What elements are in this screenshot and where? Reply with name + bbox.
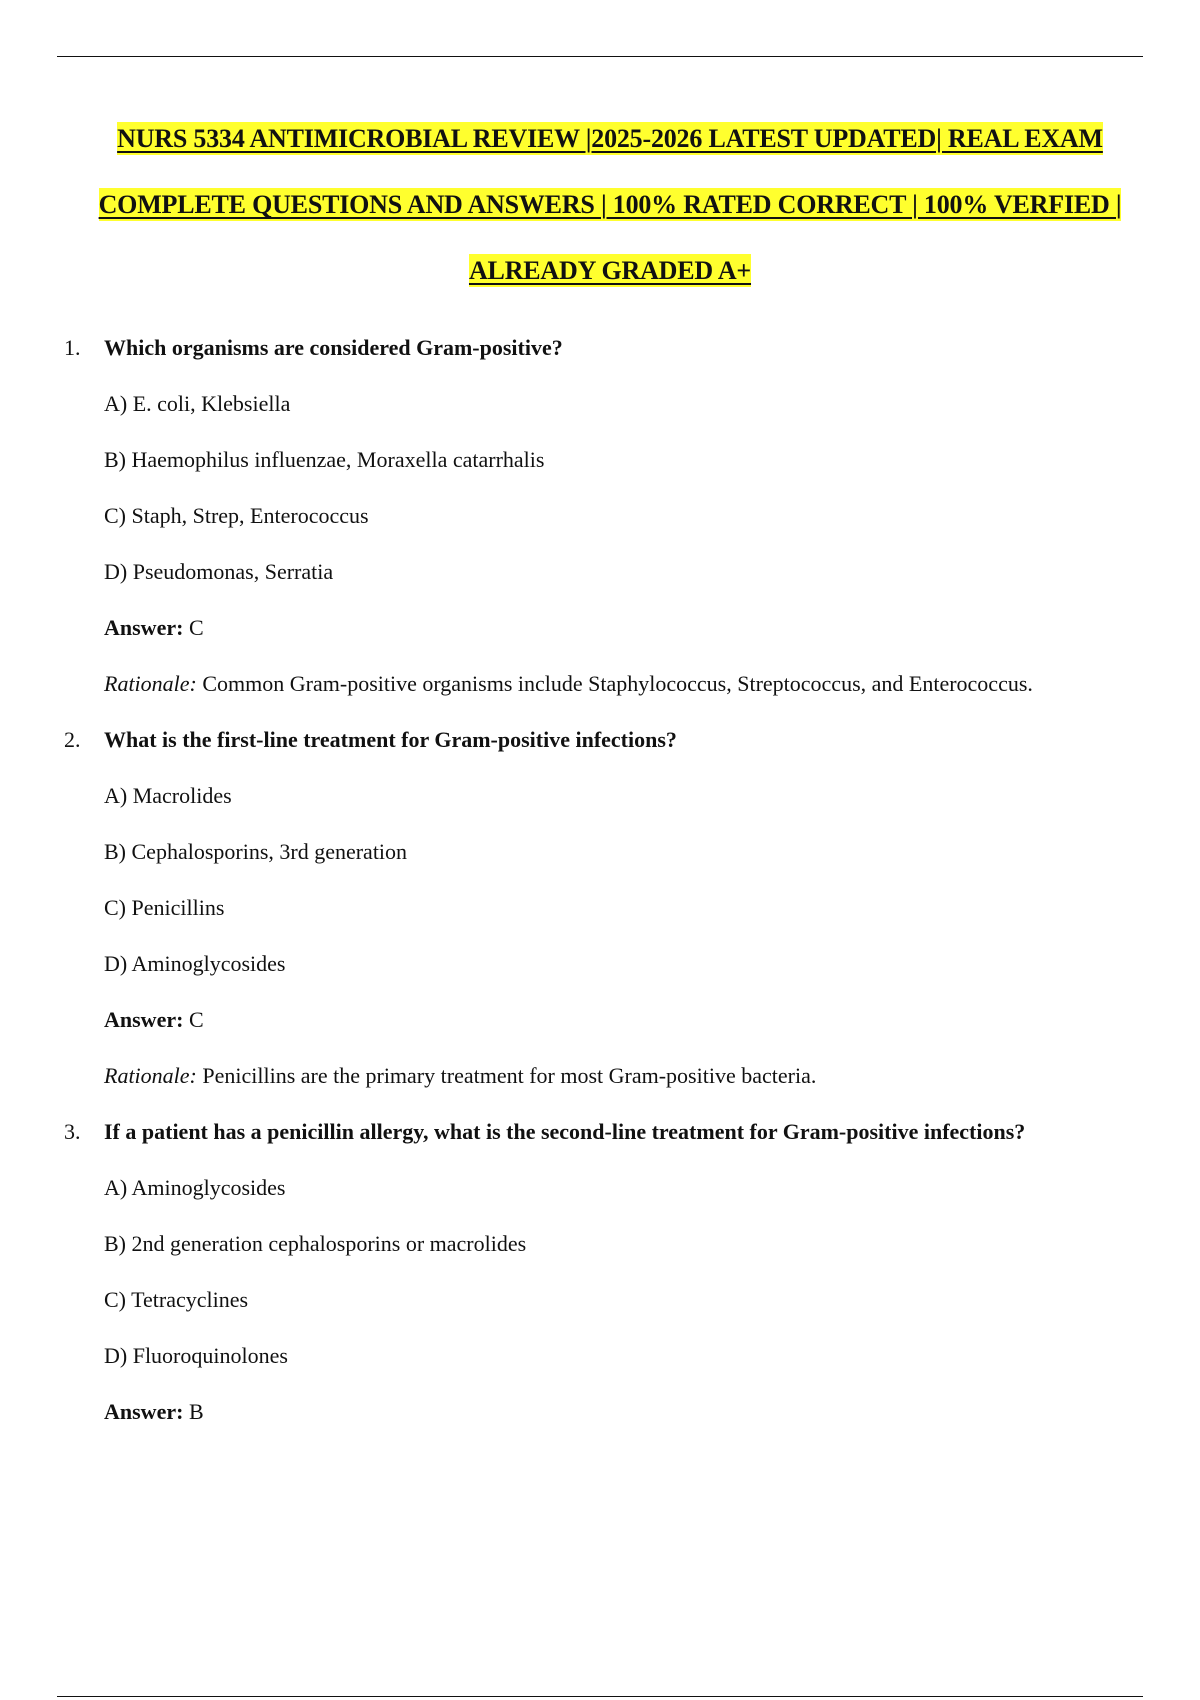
title-line-2 xyxy=(40,184,1180,250)
question-list xyxy=(64,333,1154,1453)
question-3-option-b: B) 2nd generation cephalosporins or macrolides xyxy=(104,1231,527,1256)
rationale-label: Rationale: xyxy=(104,1063,197,1088)
question-2-number: 2. xyxy=(64,727,81,752)
question-1-answer-value: C xyxy=(188,615,204,640)
question-1 xyxy=(64,333,1154,699)
title-line-3-text: ALREADY GRADED A+ xyxy=(468,256,752,285)
rationale-label: Rationale: xyxy=(104,671,197,696)
question-1-answer xyxy=(104,613,1154,643)
question-1-option-a: A) E. coli, Klebsiella xyxy=(104,391,291,416)
question-2-option-b: B) Cephalosporins, 3rd generation xyxy=(104,839,408,864)
question-1-option-c: C) Staph, Strep, Enterococcus xyxy=(104,503,369,528)
question-1-rationale-text: Common Gram-positive organisms include Staphylococcus, Streptococcus, and Enterococcus. xyxy=(202,671,1033,696)
title-line-3 xyxy=(40,250,1180,316)
question-3-option-a: A) Aminoglycosides xyxy=(104,1175,286,1200)
question-2-rationale-text: Penicillins are the primary treatment for most Gram-positive bacteria. xyxy=(202,1063,817,1088)
question-3-answer-value: B xyxy=(188,1399,204,1424)
question-3-number: 3. xyxy=(64,1119,81,1144)
question-3 xyxy=(64,1117,1154,1427)
title-line-2-text: COMPLETE QUESTIONS AND ANSWERS | 100% RATED CORRECT | 100% VERFIED | xyxy=(98,190,1122,219)
question-3-answer xyxy=(104,1397,1154,1427)
title-line-1 xyxy=(40,118,1180,184)
question-3-heading xyxy=(64,1117,1154,1147)
footer-rule xyxy=(57,1696,1143,1697)
question-2-answer xyxy=(104,1005,1154,1035)
question-2-rationale xyxy=(104,1061,1154,1091)
question-1-option-d: D) Pseudomonas, Serratia xyxy=(104,559,334,584)
answer-label: Answer: xyxy=(104,1007,184,1032)
question-1-rationale xyxy=(104,669,1154,699)
answer-label: Answer: xyxy=(104,1399,184,1424)
question-2-answer-value: C xyxy=(188,1007,204,1032)
question-1-heading xyxy=(64,333,1154,363)
question-2-heading xyxy=(64,725,1154,755)
question-3-option-c: C) Tetracyclines xyxy=(104,1287,249,1312)
title-line-1-text: NURS 5334 ANTIMICROBIAL REVIEW |2025-2026 LATEST UPDATED| REAL EXAM xyxy=(117,124,1103,153)
question-1-number: 1. xyxy=(64,335,81,360)
answer-label: Answer: xyxy=(104,615,184,640)
question-1-option-b: B) Haemophilus influenzae, Moraxella catarrhalis xyxy=(104,447,545,472)
document-title xyxy=(40,118,1180,316)
question-2-option-c: C) Penicillins xyxy=(104,895,225,920)
header-rule xyxy=(57,56,1143,57)
question-2-option-a: A) Macrolides xyxy=(104,783,232,808)
question-3-text: If a patient has a penicillin allergy, what is the second-line treatment for Gram-positive infections? xyxy=(104,1119,1026,1144)
question-3-option-d: D) Fluoroquinolones xyxy=(104,1343,288,1368)
question-2-text: What is the first-line treatment for Gram-positive infections? xyxy=(104,727,677,752)
question-2-option-d: D) Aminoglycosides xyxy=(104,951,286,976)
question-2 xyxy=(64,725,1154,1091)
question-1-text: Which organisms are considered Gram-positive? xyxy=(104,335,563,360)
